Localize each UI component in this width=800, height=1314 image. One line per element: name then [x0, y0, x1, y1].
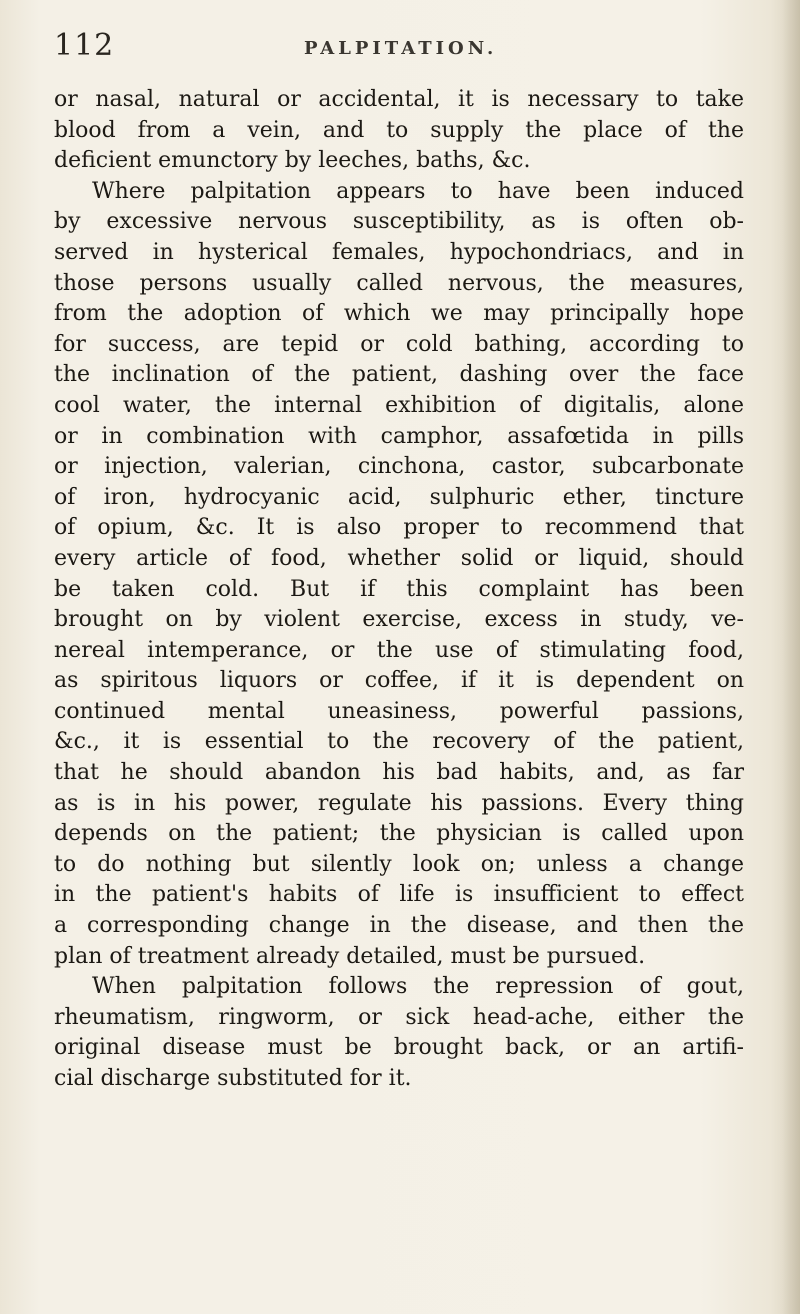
text-line: by excessive nervous susceptibility, as is often ob- [54, 209, 744, 235]
text-line: cool water, the internal exhibition of digitalis, alone [54, 392, 744, 418]
text-line: from the adoption of which we may principally hope [54, 301, 744, 327]
page-edge-shadow [782, 0, 800, 1314]
page-header [54, 28, 754, 68]
text-line: original disease must be brought back, or an artifi- [54, 1035, 744, 1061]
text-line: &c., it is essential to the recovery of the patient, [54, 729, 744, 755]
text-line: deficient emunctory by leeches, baths, &c. [54, 148, 531, 174]
text-line: blood from a vein, and to supply the place of the [54, 117, 744, 143]
text-line: brought on by violent exercise, excess in study, ve- [54, 607, 744, 633]
text-line: to do nothing but silently look on; unless a change [54, 851, 744, 877]
text-line: or in combination with camphor, assafœtida in pills [54, 423, 744, 449]
text-line: cial discharge substituted for it. [54, 1066, 412, 1091]
text-line: a corresponding change in the disease, and then the [54, 913, 744, 939]
text-line: depends on the patient; the physician is called upon [54, 821, 744, 847]
text-line: in the patient's habits of life is insufficient to effect [54, 882, 744, 908]
text-line: every article of food, whether solid or liquid, should [54, 545, 744, 571]
text-line: or injection, valerian, cinchona, castor, subcarbonate [54, 454, 744, 480]
running-title: PALPITATION. [304, 38, 498, 59]
text-line: plan of treatment already detailed, must be pursued. [54, 943, 646, 969]
text-line: for success, are tepid or cold bathing, according to [54, 331, 744, 357]
text-line: that he should abandon his bad habits, and, as far [54, 760, 744, 786]
body-text [54, 85, 744, 1095]
text-line: or nasal, natural or accidental, it is necessary to take [54, 87, 744, 112]
text-line: as spiritous liquors or coffee, if it is dependent on [54, 668, 744, 694]
text-line: When palpitation follows the repression of gout, [92, 974, 744, 1000]
text-line: be taken cold. But if this complaint has been [54, 576, 744, 602]
text-line: nereal intemperance, or the use of stimulating food, [54, 637, 744, 663]
text-line: rheumatism, ringworm, or sick head-ache, either the [54, 1004, 744, 1030]
text-line: served in hysterical females, hypochondriacs, and in [54, 239, 744, 265]
text-line: of iron, hydrocyanic acid, sulphuric ether, tincture [54, 484, 744, 510]
text-line: those persons usually called nervous, the measures, [54, 270, 744, 296]
page-number: 112 [54, 28, 115, 63]
text-line: of opium, &c. It is also proper to recommend that [54, 515, 744, 541]
text-line: continued mental uneasiness, powerful passions, [54, 698, 744, 724]
text-line: as is in his power, regulate his passions. Every thing [54, 790, 744, 816]
text-line: Where palpitation appears to have been induced [92, 178, 744, 204]
text-line: the inclination of the patient, dashing over the face [54, 362, 744, 388]
